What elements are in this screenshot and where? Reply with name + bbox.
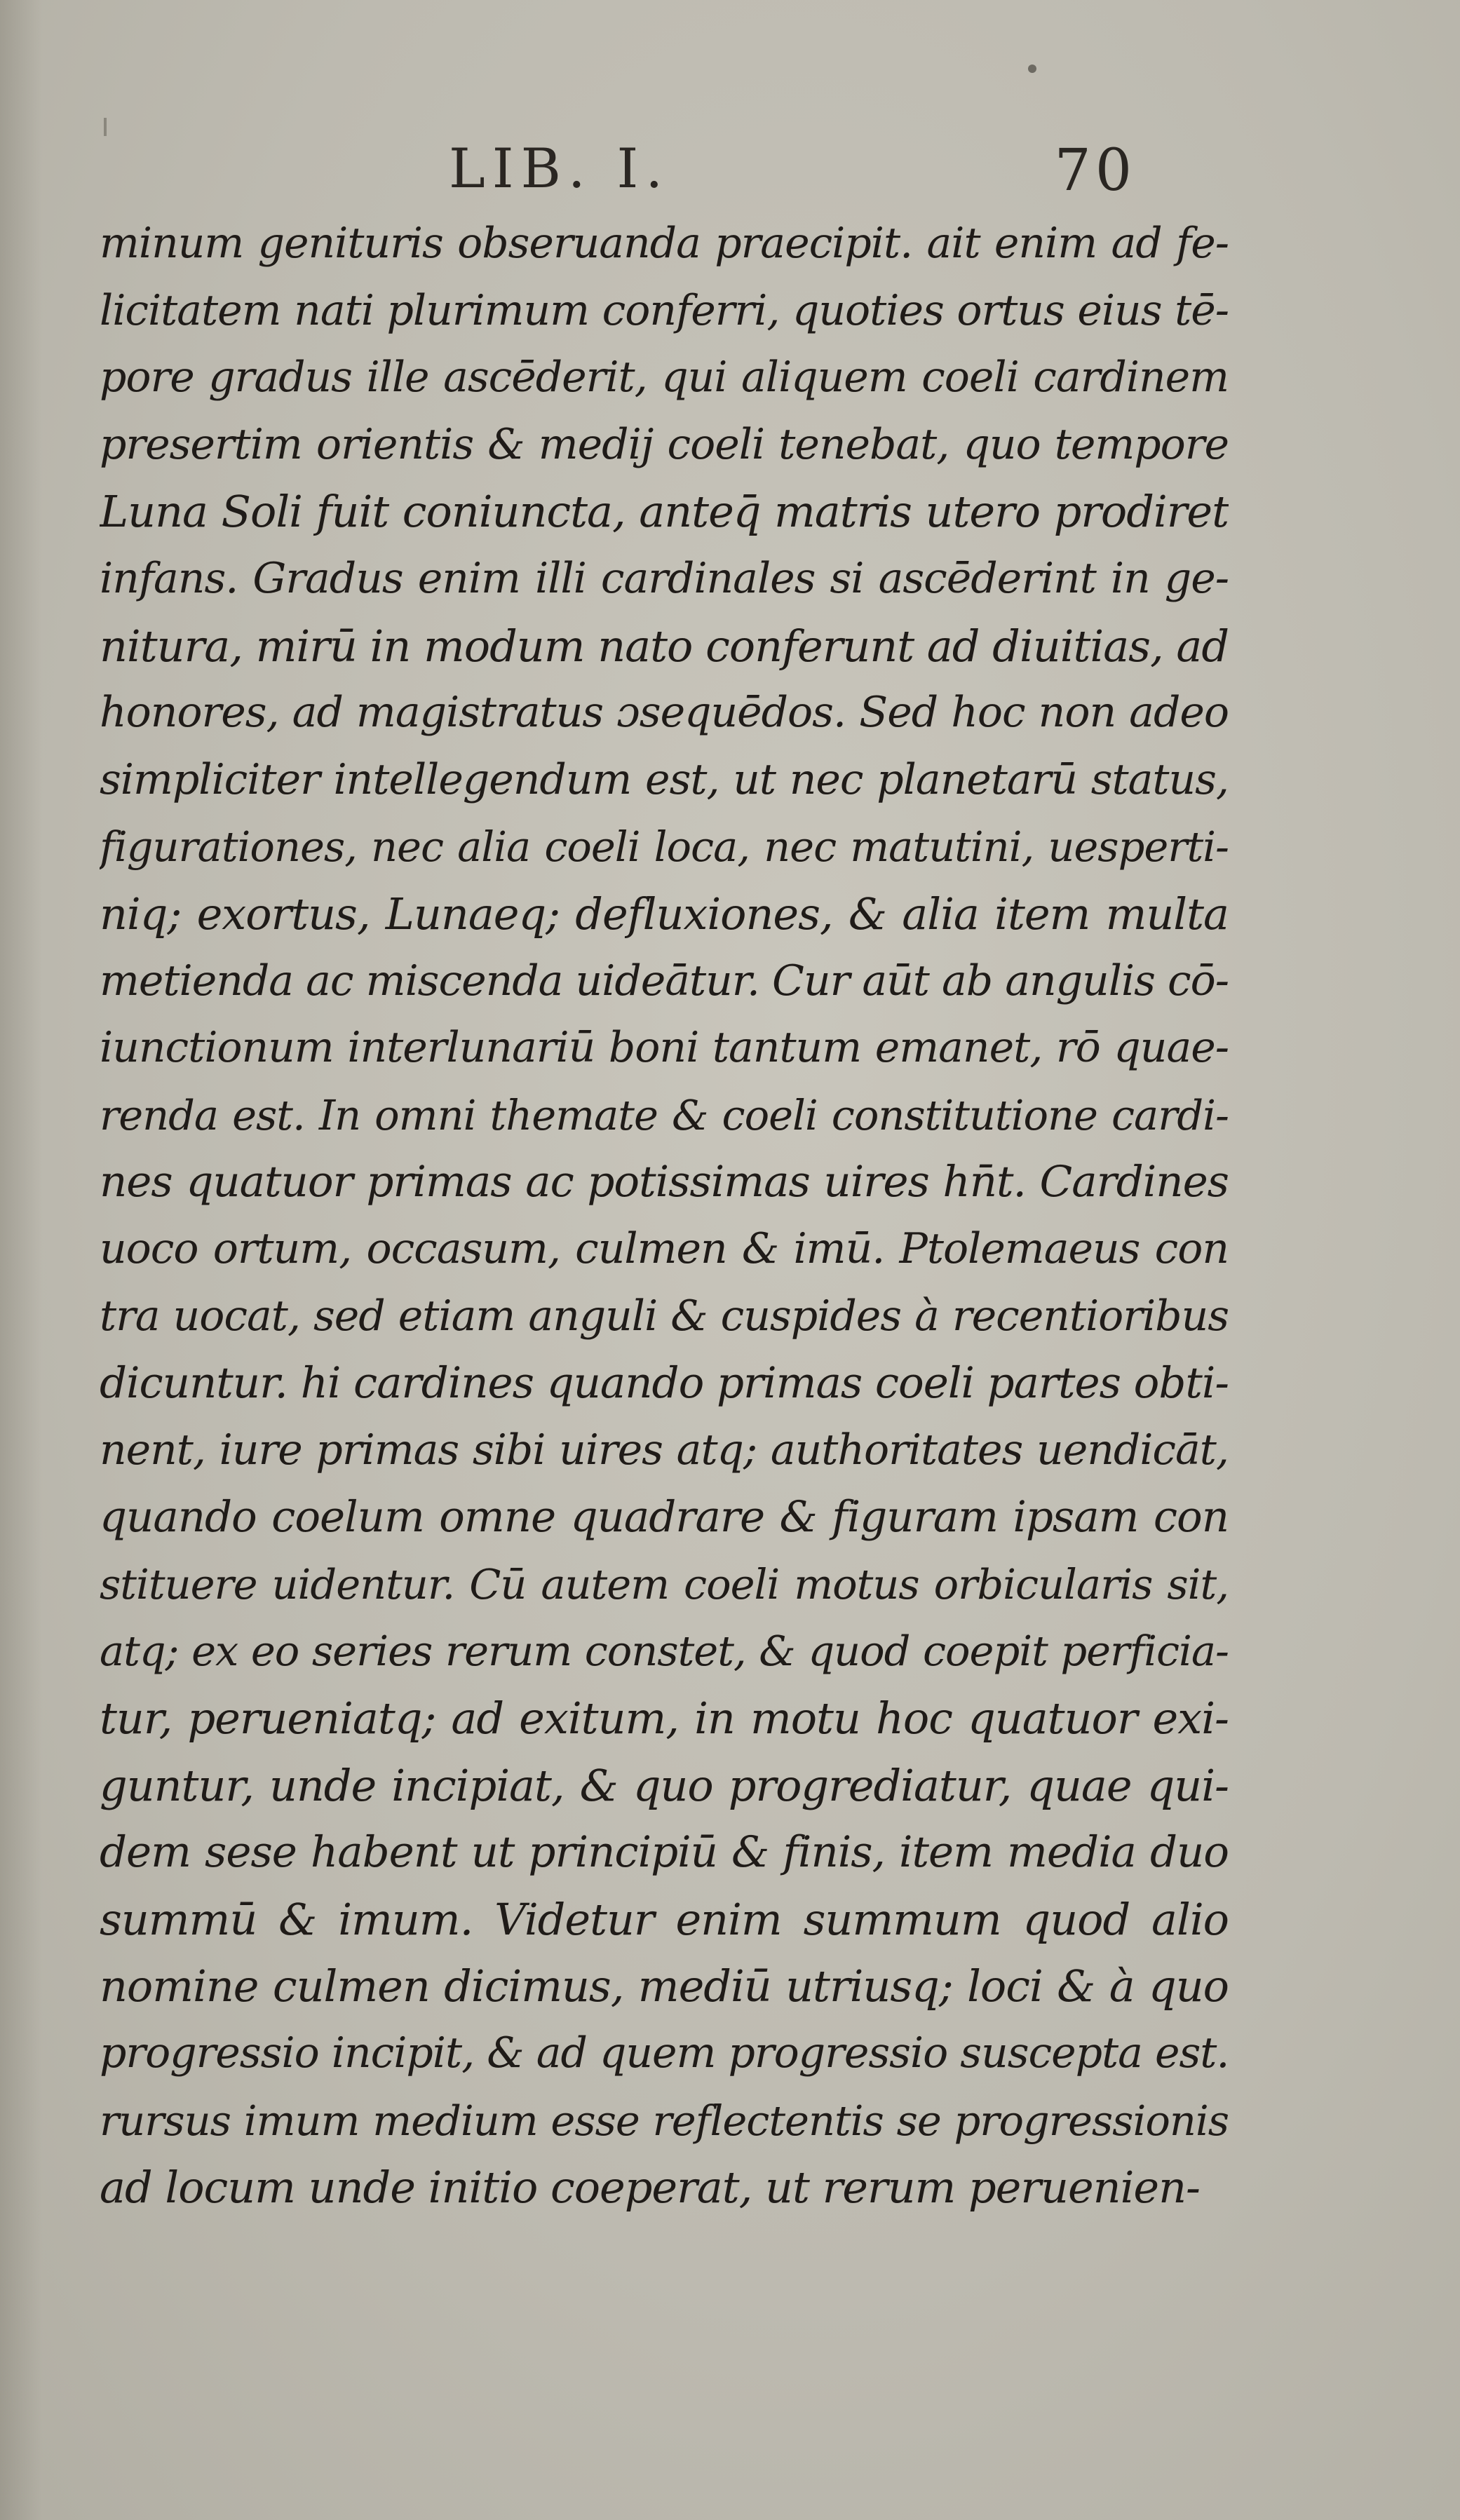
text-line: ad locum unde initio coeperat, ut rerum peruenien- <box>100 2162 1200 2214</box>
text-line: stituere uidentur. Cū autem coeli motus orbicularis sit, <box>100 1559 1229 1608</box>
text-line: presertim orientis & medij coeli tenebat, quo tempore <box>100 419 1229 469</box>
text-line: infans. Gradus enim illi cardinales si ascēderint in ge- <box>100 553 1229 603</box>
text-line: rursus imum medium esse reflectentis se progressionis <box>100 2096 1229 2145</box>
margin-mark <box>104 118 107 136</box>
text-line: uoco ortum, occasum, culmen & imū. Ptolemaeus con <box>100 1224 1229 1273</box>
text-line: dicuntur. hi cardines quando primas coeli partes obti- <box>100 1358 1229 1409</box>
text-line: nent, iure primas sibi uires atq; authoritates uendicāt, <box>100 1425 1229 1475</box>
text-line: minum genituris obseruanda praecipit. ait enim ad fe- <box>100 219 1229 268</box>
text-line: tra uocat, sed etiam anguli & cuspides à recentioribus <box>100 1291 1229 1341</box>
text-line: dem sese habent ut principiū & finis, item media duo <box>100 1827 1229 1878</box>
text-line: honores, ad magistratus ɔsequēdos. Sed hoc non adeo <box>100 688 1229 738</box>
text-line: summū & imum. Videtur enim summum quod alio <box>100 1893 1229 1945</box>
text-line: nes quatuor primas ac potissimas uires hn̄t. Cardines <box>100 1157 1229 1207</box>
text-line: tur, perueniatq; ad exitum, in motu hoc quatuor exi- <box>100 1693 1229 1745</box>
text-line: progressio incipit, & ad quem progressio suscepta est. <box>100 2028 1229 2078</box>
folio-number: 70 <box>1054 137 1136 204</box>
text-line: guntur, unde incipiat, & quo progrediatur, quae qui- <box>100 1759 1229 1811</box>
text-line: iunctionum interlunariū boni tantum emanet, rō quae- <box>100 1023 1229 1073</box>
text-line: niq; exortus, Lunaeq; defluxiones, & alia item multa <box>100 888 1229 940</box>
running-head <box>449 137 1150 215</box>
book-number: LIB. I. <box>449 137 670 201</box>
text-line: renda est. In omni themate & coeli constitutione cardi- <box>100 1090 1229 1139</box>
body-text <box>100 210 1229 2221</box>
text-line: nomine culmen dicimus, mediū utriusq; loci & à quo <box>100 1960 1229 2012</box>
text-line: licitatem nati plurimum conferri, quoties ortus eius tē- <box>100 285 1229 335</box>
text-line: nitura, mirū in modum nato conferunt ad diuitias, ad <box>100 620 1229 672</box>
ink-speck <box>1028 65 1036 73</box>
text-line: figurationes, nec alia coeli loca, nec matutini, uesperti- <box>100 822 1229 872</box>
text-line: Luna Soli fuit coniuncta, anteq̄ matris utero prodiret <box>100 486 1229 538</box>
text-line: pore gradus ille ascēderit, qui aliquem coeli cardinem <box>100 353 1229 402</box>
text-line: simpliciter intellegendum est, ut nec planetarū status, <box>100 754 1229 804</box>
text-line: quando coelum omne quadrare & figuram ipsam con <box>100 1492 1229 1543</box>
text-line: metienda ac miscenda uideātur. Cur aūt ab angulis cō- <box>100 956 1229 1005</box>
text-line: atq; ex eo series rerum constet, & quod coepit perficia- <box>100 1627 1229 1676</box>
